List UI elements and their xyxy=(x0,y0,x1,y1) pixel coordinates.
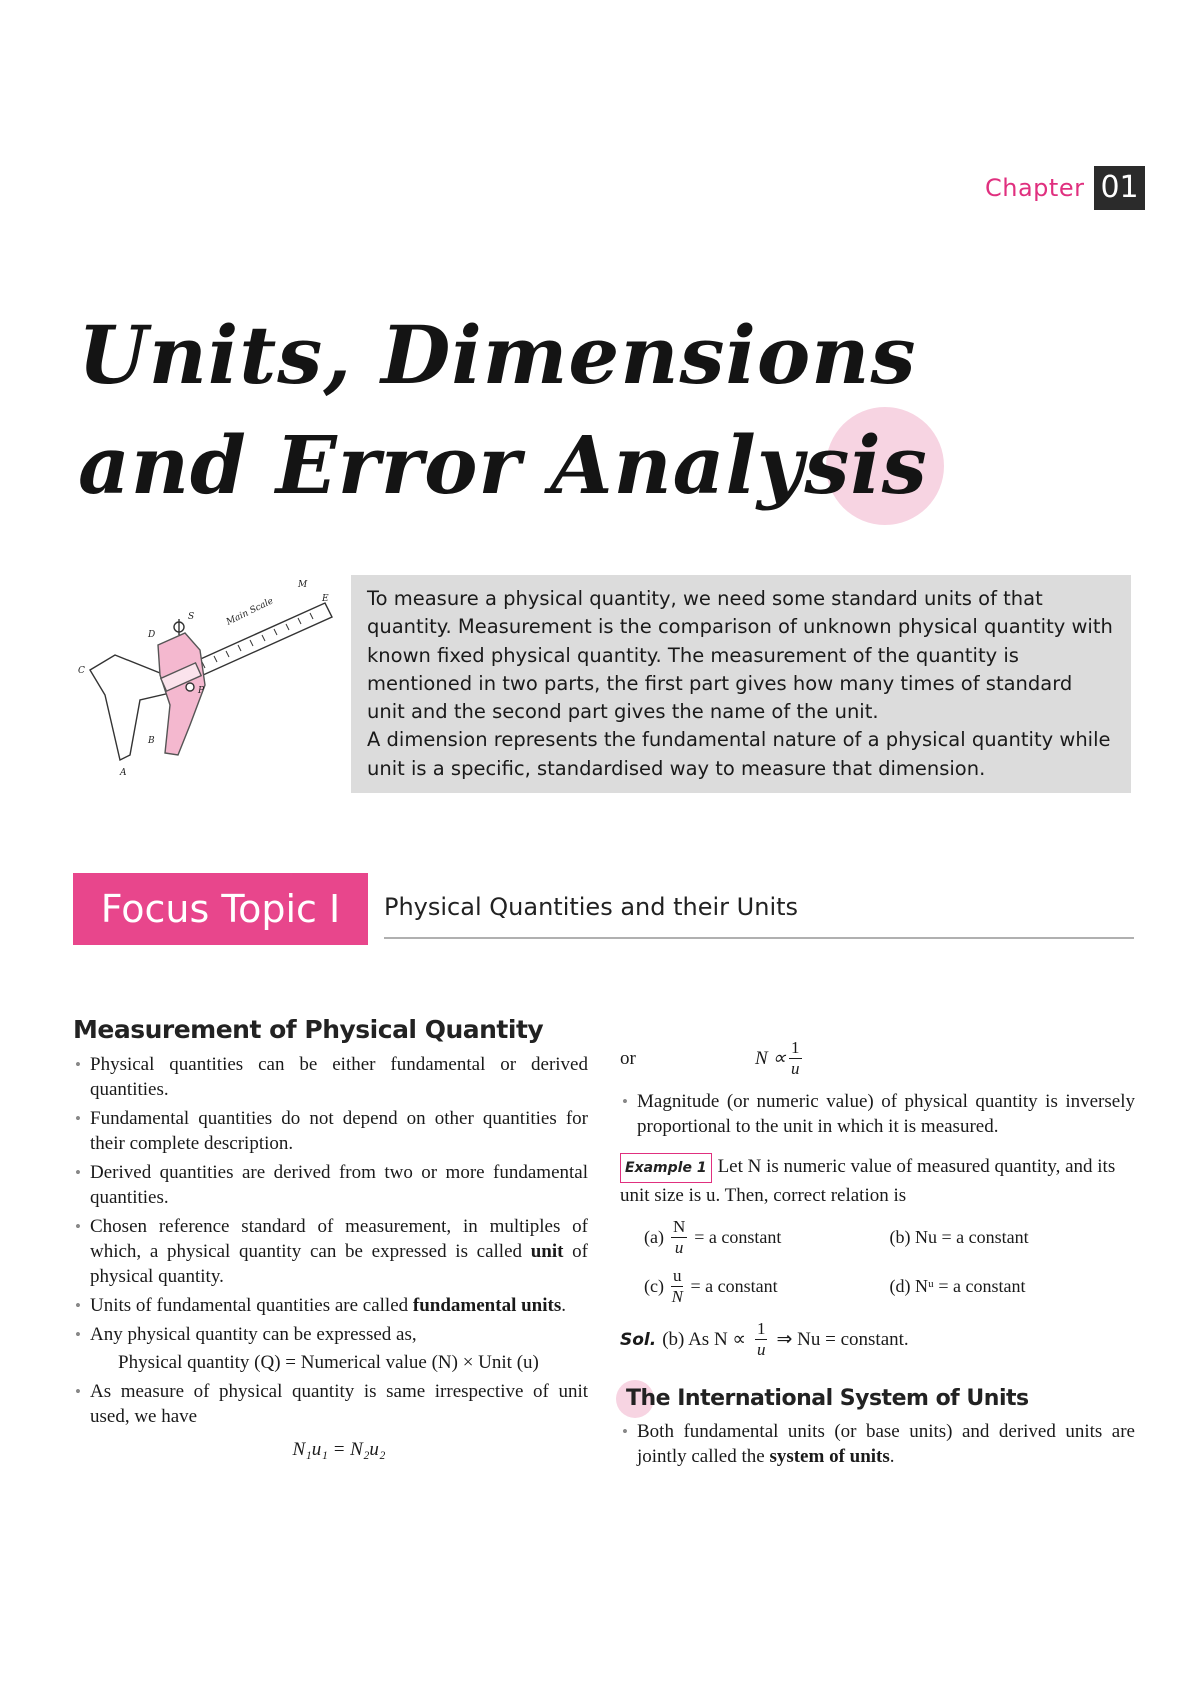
term-fundamental-units: fundamental units xyxy=(412,1295,562,1316)
right-column xyxy=(620,1038,1135,1473)
example-1 xyxy=(620,1153,1135,1209)
label-e: E xyxy=(322,594,329,604)
list-item: • Both fundamental units (or base units) and derived units are jointly called the system of units. xyxy=(620,1419,1135,1469)
option-c: (c) $\frac{u}{N}$ = a constant xyxy=(644,1266,778,1306)
intro-box xyxy=(351,575,1131,793)
n1u1-equation: N₁u₁ = N₂u₂ xyxy=(292,1439,386,1460)
label-m: M xyxy=(298,580,308,590)
label-d: D xyxy=(148,630,156,640)
label-b: B xyxy=(148,736,155,746)
list-item: • Chosen reference standard of measurement, in multiples of which, a physical quantity can be expressed is called unit of physical quantity. xyxy=(73,1214,588,1289)
list-item: • Fundamental quantities do not depend on other quantities for their complete description. xyxy=(73,1106,588,1156)
solution-post: ⇒ Nu = constant. xyxy=(776,1329,909,1350)
magnitude-bullet-list xyxy=(620,1089,1135,1139)
focus-topic-heading: Physical Quantities and their Units xyxy=(384,893,799,921)
term-unit: unit xyxy=(530,1241,564,1262)
list-item: • Derived quantities are derived from two or more fundamental quantities. xyxy=(73,1160,588,1210)
title-line-1: Units, Dimensions xyxy=(78,308,917,402)
or-word: or xyxy=(620,1047,636,1069)
option-d: (d) Nᵘ = a constant xyxy=(889,1276,1026,1296)
section-title-si-units: The International System of Units xyxy=(626,1386,1135,1411)
proportionality-line xyxy=(620,1038,1135,1079)
chapter-label: Chapter xyxy=(985,174,1085,202)
solution-pre: (b) As N ∝ xyxy=(662,1329,746,1350)
solution-label: Sol. xyxy=(620,1329,657,1350)
list-item: • Magnitude (or numeric value) of physical quantity is inversely proportional to the unit in which it is measured. xyxy=(620,1089,1135,1139)
list-item: • Physical quantities can be either fundamental or derived quantities. xyxy=(73,1052,588,1102)
solution-fraction: $\frac{1}{u}$ xyxy=(756,1319,766,1359)
example-badge: Example 1 xyxy=(620,1153,712,1183)
chapter-number: 01 xyxy=(1094,166,1144,210)
example-options xyxy=(620,1217,1135,1307)
focus-divider xyxy=(384,937,1134,939)
label-s: S xyxy=(188,612,195,622)
fraction-one-over-u: $\frac{1}{u}$ xyxy=(791,1038,800,1078)
solution xyxy=(620,1319,1135,1360)
measurement-bullet-list xyxy=(73,1052,588,1462)
proportional-lhs: N ∝ xyxy=(755,1048,786,1069)
si-bullet-list xyxy=(620,1419,1135,1469)
label-c: C xyxy=(78,666,85,676)
term-system-of-units: system of units xyxy=(769,1446,890,1467)
intro-paragraph-1: To measure a physical quantity, we need some standard units of that quantity. Measurement is the comparison of unknown physical quantity with known fixed physical quantity. The measurement of the quantity is mentioned in two parts, the first part gives how many times of standard unit and the second part gives the name of the unit. xyxy=(367,587,1113,724)
intro-paragraph-2: A dimension represents the fundamental nature of a physical quantity while unit is a specific, standardised way to measure that dimension. xyxy=(367,728,1111,780)
vernier-caliper-illustration xyxy=(70,575,360,795)
label-a: A xyxy=(120,768,127,778)
focus-topic-badge: Focus Topic I xyxy=(73,873,368,945)
physical-quantity-equation: Physical quantity (Q) = Numerical value (N) × Unit (u) xyxy=(118,1352,539,1373)
list-item: • Units of fundamental quantities are called fundamental units. xyxy=(73,1293,588,1318)
option-a: (a) $\frac{N}{u}$ = a constant xyxy=(644,1217,782,1257)
left-column xyxy=(73,1015,588,1470)
section-title-measurement: Measurement of Physical Quantity xyxy=(73,1015,544,1044)
list-item: • As measure of physical quantity is same irrespective of unit used, we have N₁u₁ = N₂u₂ xyxy=(73,1379,588,1462)
label-p: P xyxy=(198,686,205,696)
chapter-title xyxy=(78,300,978,520)
title-line-2: and Error Analysis xyxy=(78,418,928,512)
chapter-tag xyxy=(985,166,1145,210)
main-scale-label: Main Scale xyxy=(224,596,276,628)
option-b: (b) Nu = a constant xyxy=(889,1227,1029,1247)
list-item: • Any physical quantity can be expressed as, Physical quantity (Q) = Numerical value (N) × Unit (u) xyxy=(73,1322,588,1375)
example-question: Let N is numeric value of measured quantity, and its unit size is u. Then, correct relation is xyxy=(620,1156,1116,1206)
